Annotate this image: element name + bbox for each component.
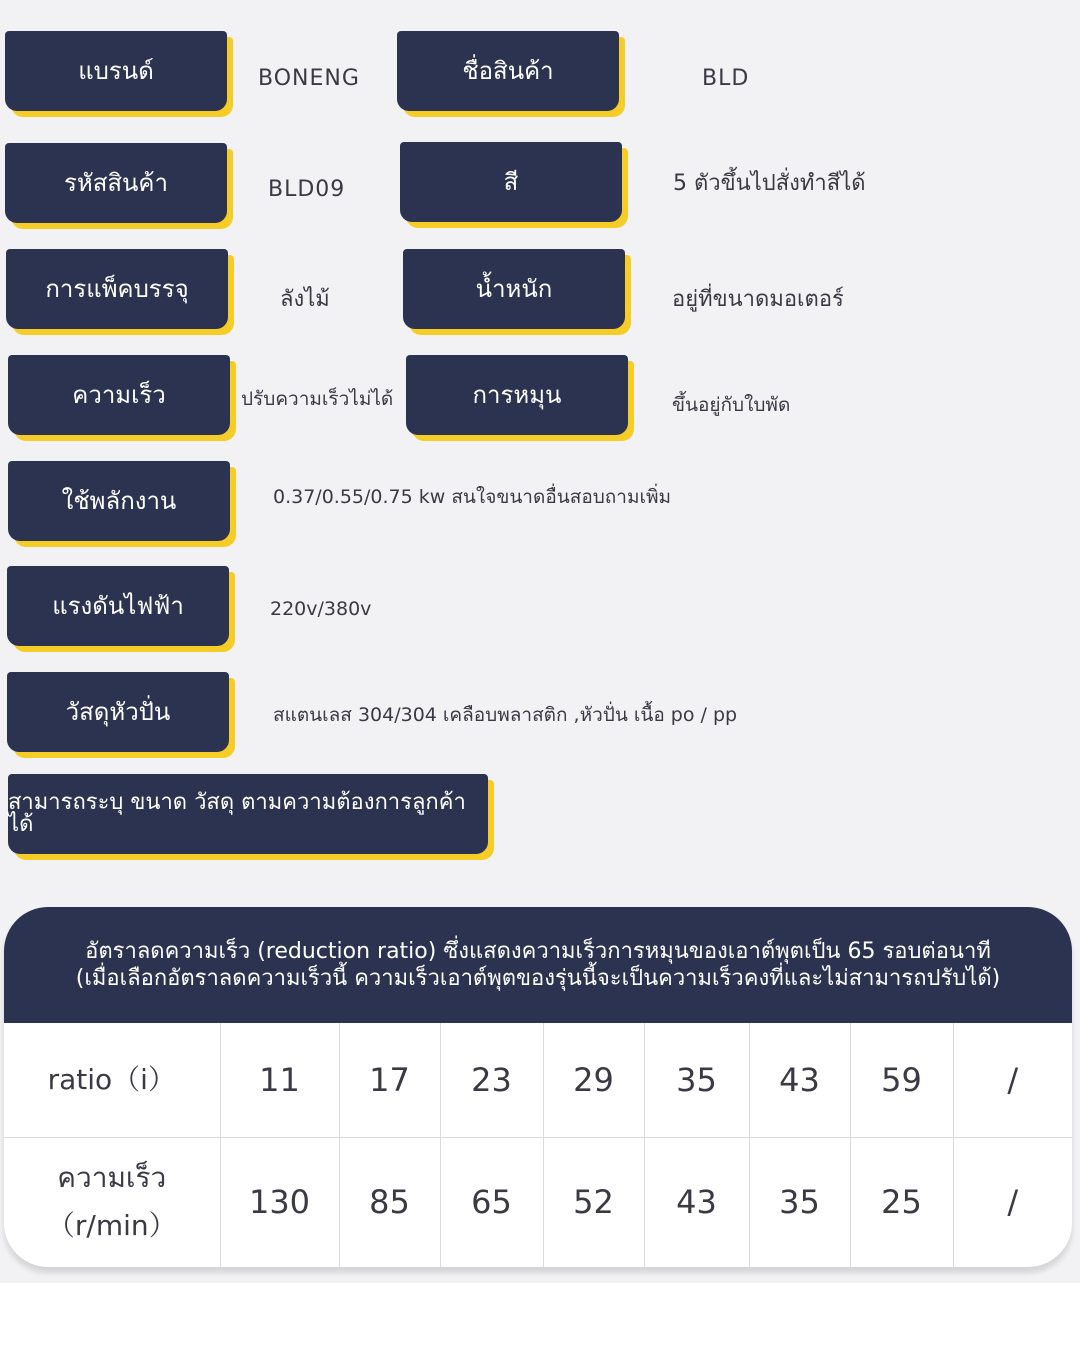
- speed-cell: 65: [440, 1137, 543, 1267]
- ratio-cell: 11: [220, 1023, 339, 1137]
- spec-value-brand: BONENG: [258, 66, 360, 91]
- ratio-header-line-1: อัตราลดความเร็ว (reduction ratio) ซึ่งแสดงความเร็วการหมุนของเอาต์พุตเป็น 65 รอบต่อนาที: [85, 939, 991, 964]
- speed-label-line-2: （r/min）: [46, 1209, 177, 1243]
- spec-value-product-code: BLD09: [268, 177, 346, 202]
- speed-cell: /: [1007, 1183, 1019, 1222]
- speed-cell: 52: [543, 1137, 644, 1267]
- speed-row-label: [4, 1137, 220, 1267]
- ratio-cell: 17: [339, 1023, 440, 1137]
- ratio-cell: 35: [644, 1023, 749, 1137]
- ratio-table: [4, 1023, 1072, 1267]
- ratio-cell: 29: [543, 1023, 644, 1137]
- speed-cell: 130: [220, 1137, 339, 1267]
- spec-label-packaging: การแพ็คบรรจุ: [6, 249, 228, 329]
- spec-label-power: ใช้พลักงาน: [8, 461, 230, 541]
- spec-label-color: สี: [400, 142, 622, 222]
- speed-label-line-1: ความเร็ว: [57, 1161, 167, 1195]
- reduction-ratio-panel: [4, 907, 1072, 1267]
- ratio-cell: 23: [440, 1023, 543, 1137]
- speed-row: [4, 1137, 1072, 1267]
- spec-label-weight: น้ำหนัก: [403, 249, 625, 329]
- spec-label-product-code: รหัสสินค้า: [5, 143, 227, 223]
- spec-value-weight: อยู่ที่ขนาดมอเตอร์: [672, 287, 844, 312]
- spec-label-brand: แบรนด์: [5, 31, 227, 111]
- spec-label-speed: ความเร็ว: [8, 355, 230, 435]
- speed-cell: 35: [749, 1137, 850, 1267]
- spec-value-rotation: ขึ้นอยู่กับใบพัด: [672, 394, 791, 416]
- ratio-row: [4, 1023, 1072, 1137]
- spec-value-impeller-material: สแตนเลส 304/304 เคลือบพลาสติก ,หัวปั่น เนื้อ po / pp: [273, 704, 738, 726]
- ratio-cell: /: [953, 1023, 1072, 1137]
- spec-value-speed: ปรับความเร็วไม่ได้: [241, 388, 394, 410]
- speed-cell: 25: [850, 1137, 953, 1267]
- spec-value-product-name: BLD: [702, 66, 750, 91]
- speed-cell: 85: [339, 1137, 440, 1267]
- spec-value-packaging: ลังไม้: [280, 287, 330, 312]
- spec-value-voltage: 220v/380v: [270, 598, 372, 620]
- ratio-cell: 59: [850, 1023, 953, 1137]
- spec-value-color: 5 ตัวขึ้นไปสั่งทำสีได้: [673, 171, 866, 196]
- ratio-cell: 43: [749, 1023, 850, 1137]
- spec-label-product-name: ชื่อสินค้า: [397, 31, 619, 111]
- speed-cell: 43: [644, 1137, 749, 1267]
- spec-label-rotation: การหมุน: [406, 355, 628, 435]
- ratio-panel-header: [4, 907, 1072, 1023]
- ratio-header-line-2: (เมื่อเลือกอัตราลดความเร็วนี้ ความเร็วเอาต์พุตของรุ่นนี้จะเป็นความเร็วคงที่และไม่สามารถปรับได้): [75, 966, 1001, 991]
- spec-value-power: 0.37/0.55/0.75 kw สนใจขนาดอื่นสอบถามเพิ่ม: [273, 486, 672, 508]
- ratio-row-label: ratio（i）: [4, 1023, 220, 1137]
- spec-label-impeller-material: วัสดุหัวปั่น: [7, 672, 229, 752]
- spec-label-voltage: แรงดันไฟฟ้า: [7, 566, 229, 646]
- custom-note-banner: สามารถระบุ ขนาด วัสดุ ตามความต้องการลูกค้าได้: [8, 774, 488, 854]
